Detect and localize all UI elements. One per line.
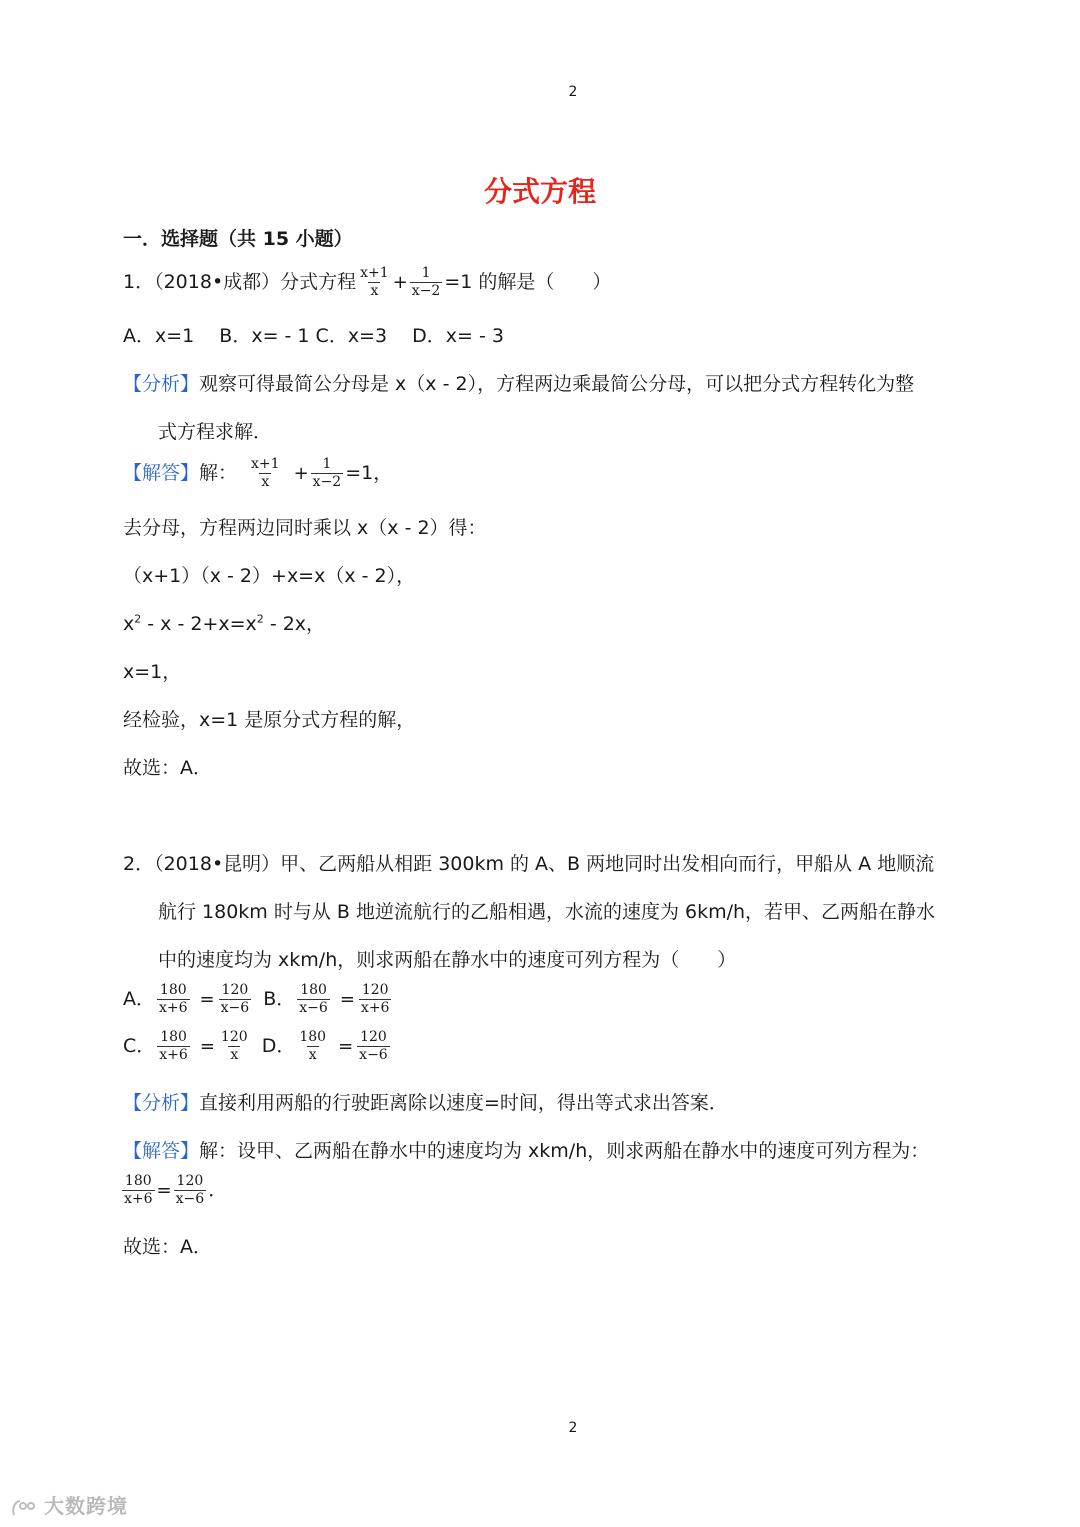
q1-answer-frac2	[311, 456, 344, 491]
q2-analysis-text: 直接利用两船的行驶距离除以速度=时间，得出等式求出答案．	[199, 1092, 728, 1114]
frac-den: x+6	[159, 1000, 188, 1016]
q1-analysis	[123, 369, 914, 396]
frac-num: 180	[159, 982, 187, 998]
page-number-top: 2	[568, 84, 578, 100]
q1-analysis-line1: 观察可得最简公分母是 x（x - 2），方程两边乘最简公分母，可以把分式方程转化为整	[199, 373, 915, 395]
q1-step4: x=1，	[123, 661, 182, 683]
frac-num: 180	[160, 1029, 187, 1045]
frac-num: 180	[299, 1029, 327, 1045]
page-number-bottom: 2	[568, 1420, 578, 1436]
watermark	[10, 1490, 128, 1519]
q2-optD-label: D．	[261, 1035, 296, 1057]
q2-optB-frac2	[359, 982, 392, 1017]
frac-num: 180	[124, 1173, 152, 1189]
q2-analysis	[123, 1088, 728, 1115]
frac-num: 120	[361, 982, 389, 998]
q2-answer	[123, 1136, 929, 1163]
q1-step5: 经检验，x=1 是原分式方程的解，	[123, 709, 416, 731]
frac-den: x−6	[299, 1000, 328, 1016]
q1-step3-c: - 2x，	[263, 613, 326, 635]
q2-answer-end: ．	[208, 1179, 228, 1201]
q1-answer-frac2-num: 1	[322, 456, 332, 472]
q1-stem-suffix: =1 的解是（ ）	[444, 271, 612, 293]
q1-answer-frac2-den: x−2	[312, 474, 342, 490]
q1-answer-frac1-den: x	[261, 474, 270, 490]
q1-stem-prefix: 1．（2018•成都）分式方程	[123, 271, 357, 293]
q1-step3-b: - x - 2+x=x	[141, 613, 257, 635]
q2-optA-label: A．	[123, 988, 155, 1010]
q2-optA-frac2	[219, 982, 252, 1017]
q1-answer	[123, 456, 392, 491]
analysis-tag: 【分析】	[123, 373, 200, 395]
answer-tag: 【解答】	[123, 462, 200, 484]
frac-den: x+6	[360, 1000, 390, 1016]
q1-step2: （x+1）（x - 2）+x=x（x - 2），	[123, 565, 416, 587]
q1-step6: 故选：A．	[123, 757, 212, 779]
frac-num: 120	[220, 1029, 248, 1045]
q2-optB-frac1	[297, 982, 330, 1017]
q2-line2: 航行 180km 时与从 B 地逆流航行的乙船相遇，水流的速度为 6km/h，若甲、乙两船在静水	[158, 901, 936, 923]
q1-step3	[123, 609, 325, 636]
frac-den: x+6	[159, 1047, 188, 1063]
q2-answer-equation	[120, 1173, 227, 1208]
q2-answer-text: 解：设甲、乙两船在静水中的速度均为 xkm/h，则求两船在静水中的速度可列方程为：	[199, 1140, 930, 1162]
q1-step1: 去分母，方程两边同时乘以 x（x - 2）得：	[123, 517, 487, 539]
frac-num: 180	[300, 982, 327, 998]
q2-optC-label: C．	[123, 1035, 156, 1057]
q2-options-row2	[123, 1029, 392, 1064]
q1-frac2-num: 1	[421, 265, 431, 281]
watermark-text: 大数跨境	[44, 1494, 129, 1518]
q1-answer-plus: +	[293, 463, 309, 484]
frac-den: x	[230, 1047, 239, 1063]
analysis-tag: 【分析】	[123, 1092, 200, 1114]
q1-step3-a: x	[123, 613, 135, 635]
q2-optD-frac1	[297, 1029, 328, 1064]
q2-options-row1	[123, 982, 393, 1017]
q2-optD-frac2	[357, 1029, 390, 1064]
q2-line1: 2．（2018•昆明）甲、乙两船从相距 300km 的 A、B 两地同时出发相向而行，甲船从 A 地顺流	[123, 853, 935, 875]
q2-optA-frac1	[157, 982, 190, 1017]
q2-answer-frac1	[122, 1173, 155, 1208]
frac-num: 120	[221, 982, 249, 998]
q1-answer-suffix: =1，	[345, 462, 393, 484]
frac-den: x−6	[175, 1191, 205, 1207]
q1-analysis-line2: 式方程求解．	[158, 421, 273, 443]
q1-frac2-den: x−2	[411, 283, 441, 299]
q1-step3-sup2: 2	[256, 612, 264, 626]
equals-sign: =	[156, 1180, 172, 1201]
page-title: 分式方程	[483, 175, 596, 208]
q1-plus: +	[392, 272, 408, 293]
q2-final: 故选：A．	[123, 1236, 212, 1258]
q2-line3: 中的速度均为 xkm/h，则求两船在静水中的速度可列方程为（ ）	[158, 949, 737, 971]
watermark-logo-icon	[10, 1497, 38, 1519]
q1-stem	[123, 265, 611, 300]
section-heading: 一．选择题（共 15 小题）	[123, 228, 353, 250]
q1-answer-frac1-num: x+1	[251, 456, 280, 472]
q2-optC-frac2	[219, 1029, 250, 1064]
frac-den: x+6	[124, 1191, 153, 1207]
q1-answer-frac1	[249, 456, 282, 491]
q2-optC-frac1	[157, 1029, 190, 1064]
frac-den: x−6	[220, 1000, 250, 1016]
frac-num: 120	[176, 1173, 204, 1189]
q1-step3-sup1: 2	[134, 612, 142, 626]
frac-den: x−6	[359, 1047, 388, 1063]
answer-tag: 【解答】	[123, 1140, 200, 1162]
q2-answer-frac2	[174, 1173, 207, 1208]
q1-frac2	[410, 265, 443, 300]
q1-frac1	[358, 265, 391, 300]
equals-sign: =	[199, 989, 215, 1010]
q1-frac1-num: x+1	[360, 265, 389, 281]
equals-sign: =	[339, 989, 355, 1010]
q2-optB-label: B．	[263, 988, 296, 1010]
frac-num: 120	[360, 1029, 387, 1045]
q1-frac1-den: x	[370, 283, 379, 299]
equals-sign: =	[199, 1036, 215, 1057]
equals-sign: =	[338, 1036, 354, 1057]
frac-den: x	[308, 1047, 317, 1063]
q1-options: A．x=1 B．x= - 1 C．x=3 D．x= - 3	[123, 325, 504, 347]
q1-answer-prefix: 解：	[199, 462, 238, 484]
